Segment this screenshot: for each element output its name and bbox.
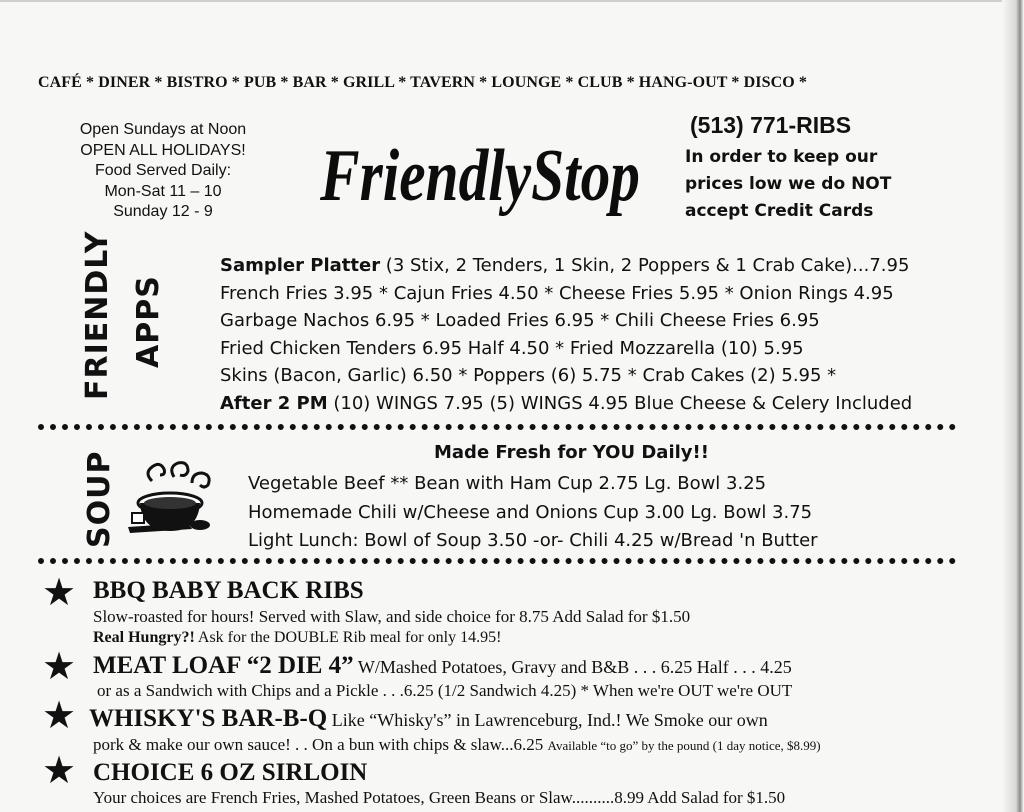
section-divider: [38, 424, 956, 430]
phone-number: (513) 771-RIBS: [690, 112, 852, 138]
credit-card-notice: [685, 144, 925, 225]
hours-line: Food Served Daily:: [94, 162, 232, 179]
soup-label: SOUP: [82, 450, 117, 548]
entree-title: WHISKY'S BAR-B-Q: [89, 705, 328, 732]
apps-label: APPS: [131, 275, 166, 368]
entree-note: Available “to go” by the pound (1 day notice, $8.99): [547, 738, 821, 753]
apps-item-wings: [220, 390, 912, 418]
venue-tagline: CAFÉ * DINER * BISTRO * PUB * BAR * GRILL * TAVERN * LOUNGE * CLUB * HANG-OUT * DISCO *: [38, 74, 807, 91]
friendly-stop-logo: [316, 126, 646, 230]
star-icon: ★: [42, 750, 77, 792]
hours-line: Mon-Sat 11 – 10: [104, 182, 222, 200]
page-top-edge: [0, 0, 1024, 2]
section-divider: [38, 558, 956, 564]
apps-item: Fried Chicken Tenders 6.95 Half 4.50 * Fried Mozzarella (10) 5.95: [220, 337, 804, 359]
apps-item-sampler: [220, 252, 912, 280]
hours-line: OPEN ALL HOLIDAYS!: [80, 141, 246, 159]
logo-text: FriendlyStop: [319, 135, 640, 217]
soup-item: Homemade Chili w/Cheese and Onions Cup 3.00 Lg. Bowl 3.75: [248, 501, 813, 523]
entree-description: Your choices are French Fries, Mashed Potatoes, Green Beans or Slaw..........8.99 Add Salad for $1.50: [93, 788, 786, 807]
entree-description: [93, 629, 501, 647]
wings-detail: (10) WINGS 7.95 (5) WINGS 4.95 Blue Cheese & Celery Included: [327, 392, 913, 414]
entree-title-row: [93, 652, 792, 680]
star-icon: ★: [42, 646, 77, 688]
credit-line: In order to keep our: [685, 147, 878, 167]
friendly-label: FRIENDLY: [80, 230, 115, 400]
soup-item: Vegetable Beef ** Bean with Ham Cup 2.75 Lg. Bowl 3.25: [248, 473, 767, 494]
entree-title: BBQ BABY BACK RIBS: [93, 577, 364, 604]
page-right-edge: [1002, 0, 1024, 812]
star-icon: ★: [42, 572, 77, 614]
sampler-name: Sampler Platter: [220, 255, 381, 276]
entree-title: MEAT LOAF “2 DIE 4”: [93, 652, 354, 679]
entree-detail: Ask for the DOUBLE Rib meal for only 14.95!: [194, 629, 502, 646]
entree-description: Slow-roasted for hours! Served with Slaw, and side choice for 8.75 Add Salad for $1.50: [93, 607, 691, 626]
apps-item: French Fries 3.95 * Cajun Fries 4.50 * Cheese Fries 5.95 * Onion Rings 4.95: [220, 282, 894, 304]
soup-list: [248, 470, 818, 556]
entree-title: CHOICE 6 OZ SIRLOIN: [93, 759, 368, 786]
hours-line: Open Sundays at Noon: [79, 121, 247, 138]
apps-item: Skins (Bacon, Garlic) 6.50 * Poppers (6) 5.75 * Crab Cakes (2) 5.95 *: [220, 365, 837, 386]
sampler-detail: (3 Stix, 2 Tenders, 1 Skin, 2 Poppers & 1 Crab Cake)...7.95: [380, 255, 910, 276]
entree-detail: W/Mashed Potatoes, Gravy and B&B . . . 6.25 Half . . . 4.25: [353, 657, 792, 677]
entree-detail: pork & make our own sauce! . . On a bun with chips & slaw...6.25: [93, 735, 548, 754]
entree-title-row: [89, 705, 768, 733]
entree-description: [93, 735, 821, 755]
credit-line: accept Credit Cards: [685, 201, 874, 221]
hours-block: [52, 120, 274, 223]
credit-line: prices low we do NOT: [685, 174, 892, 194]
apps-list: [220, 252, 912, 417]
apps-item: Garbage Nachos 6.95 * Loaded Fries 6.95 * Chili Cheese Fries 6.95: [220, 310, 820, 331]
entree-detail: Like “Whisky's” in Lawrenceburg, Ind.! We Smoke our own: [327, 710, 768, 730]
entree-description: or as a Sandwich with Chips and a Pickle . . .6.25 (1/2 Sandwich 4.25) * When we're OUT we're OUT: [97, 681, 793, 700]
star-icon: ★: [42, 695, 77, 737]
soup-heading: Made Fresh for YOU Daily!!: [434, 442, 709, 463]
entree-highlight: Real Hungry?!: [93, 629, 195, 646]
soup-bowl-icon: [122, 453, 222, 539]
soup-item: Light Lunch: Bowl of Soup 3.50 -or- Chili 4.25 w/Bread 'n Butter: [248, 530, 818, 551]
wings-time: After 2 PM: [220, 392, 328, 414]
hours-line: Sunday 12 - 9: [113, 203, 213, 220]
